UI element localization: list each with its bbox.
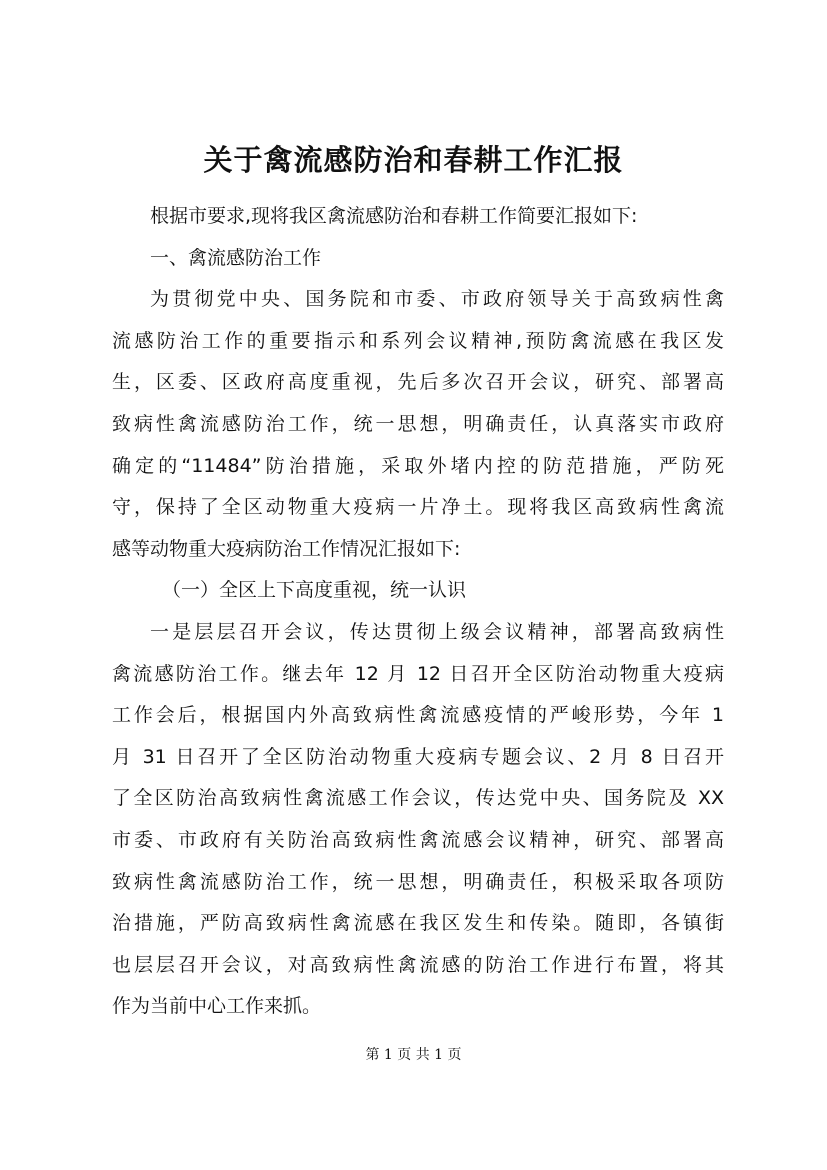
subsection-heading-1: （一）全区上下高度重视，统一认识 bbox=[162, 579, 467, 602]
paragraph-line: 禽流感防治工作。继去年 12 月 12 日召开全区防治动物重大疫病 bbox=[112, 662, 724, 685]
section-heading-1: 一、禽流感防治工作 bbox=[150, 246, 322, 269]
paragraph-line: 也层层召开会议，对高致病性禽流感的防治工作进行布置，将其 bbox=[112, 953, 724, 976]
paragraph-line: 月 31 日召开了全区防治动物重大疫病专题会议、2 月 8 日召开 bbox=[112, 745, 724, 768]
paragraph-line: 作为当前中心工作来抓。 bbox=[112, 995, 322, 1018]
paragraph-line: 守，保持了全区动物重大疫病一片净土。现将我区高致病性禽流 bbox=[112, 496, 724, 519]
paragraph-line: 一是层层召开会议，传达贯彻上级会议精神，部署高致病性 bbox=[150, 620, 724, 643]
paragraph-line: 确定的“11484”防治措施，采取外堵内控的防范措施，严防死 bbox=[112, 454, 724, 477]
page-footer: 第 1 页 共 1 页 bbox=[365, 1047, 462, 1063]
document-title: 关于禽流感防治和春耕工作汇报 bbox=[203, 143, 624, 177]
document-body bbox=[112, 196, 724, 1028]
paragraph-line: 为贯彻党中央、国务院和市委、市政府领导关于高致病性禽 bbox=[150, 288, 724, 311]
intro-line: 根据市要求,现将我区禽流感防治和春耕工作简要汇报如下: bbox=[150, 205, 638, 227]
paragraph-line: 了全区防治高致病性禽流感工作会议，传达党中央、国务院及 XX bbox=[112, 787, 724, 810]
paragraph-line: 市委、市政府有关防治高致病性禽流感会议精神，研究、部署高 bbox=[112, 828, 724, 851]
paragraph-line: 生，区委、区政府高度重视，先后多次召开会议，研究、部署高 bbox=[112, 371, 724, 394]
paragraph-line: 感等动物重大疫病防治工作情况汇报如下: bbox=[112, 537, 461, 560]
paragraph-line: 治措施，严防高致病性禽流感在我区发生和传染。随即，各镇街 bbox=[112, 912, 724, 935]
paragraph-line: 致病性禽流感防治工作，统一思想，明确责任，认真落实市政府 bbox=[112, 412, 724, 435]
paragraph-line: 致病性禽流感防治工作，统一思想，明确责任，积极采取各项防 bbox=[112, 870, 724, 893]
paragraph-line: 流感防治工作的重要指示和系列会议精神,预防禽流感在我区发 bbox=[112, 329, 724, 352]
paragraph-line: 工作会后，根据国内外高致病性禽流感疫情的严峻形势，今年 1 bbox=[112, 704, 724, 727]
